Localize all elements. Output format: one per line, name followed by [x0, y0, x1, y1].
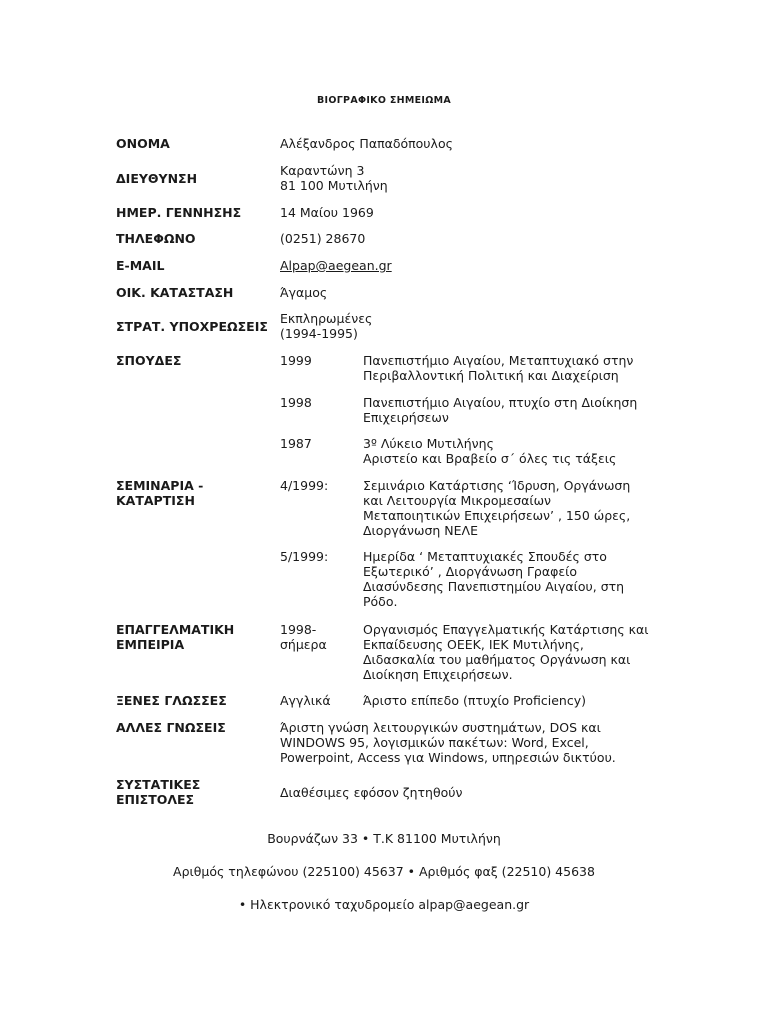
seminar-line: Εξωτερικό’ , Διοργάνωση Γραφείο	[363, 564, 577, 579]
seminar-line: Σεμινάριο Κατάρτισης ‘Ίδρυση, Οργάνωση	[363, 478, 631, 493]
study-year: 1999	[280, 353, 312, 368]
languages-label: ΞΕΝΕΣ ΓΛΩΣΣΕΣ	[116, 693, 227, 708]
document-title: ΒΙΟΓΡΑΦΙΚΟ ΣΗΜΕΙΩΜΑ	[316, 95, 452, 106]
seminar-date: 5/1999:	[280, 549, 329, 564]
experience-period-1: 1998-	[280, 622, 317, 637]
study-line: Αριστείο και Βραβείο σ΄ όλες τις τάξεις	[363, 451, 617, 466]
references-label-1: ΣΥΣΤΑΤΙΚΕΣ	[116, 777, 201, 792]
birth-label: ΗΜΕΡ. ΓΕΝΝΗΣΗΣ	[116, 205, 242, 220]
other-skills-line: WINDOWS 95, λογισμικών πακέτων: Word, Excel,	[280, 735, 589, 750]
seminar-line: Διοργάνωση ΝΕΛΕ	[363, 523, 478, 538]
references-label-2: ΕΠΙΣΤΟΛΕΣ	[116, 792, 195, 807]
study-line: Περιβαλλοντική Πολιτική και Διαχείριση	[363, 368, 619, 383]
experience-label-1: ΕΠΑΓΓΕΛΜΑΤΙΚΗ	[116, 622, 235, 637]
seminars-label-2: ΚΑΤΑΡΤΙΣΗ	[116, 493, 195, 508]
experience-label-2: ΕΜΠΕΙΡΙΑ	[116, 637, 185, 652]
language-name: Αγγλικά	[280, 693, 331, 708]
experience-line: Εκπαίδευσης ΟΕΕΚ, ΙΕΚ Μυτιλήνης,	[363, 637, 584, 652]
marital-label: ΟΙΚ. ΚΑΤΑΣΤΑΣΗ	[116, 285, 234, 300]
references-value: Διαθέσιμες εφόσον ζητηθούν	[280, 785, 463, 800]
marital-value: Άγαμος	[280, 285, 328, 300]
study-year: 1998	[280, 395, 312, 410]
language-level: Άριστο επίπεδο (πτυχίο Proficiency)	[363, 693, 586, 708]
seminar-line: Διασύνδεσης Πανεπιστημίου Αιγαίου, στη	[363, 579, 625, 594]
seminar-line: και Λειτουργία Μικρομεσαίων	[363, 493, 552, 508]
experience-line: Διδασκαλία του μαθήματος Οργάνωση και	[363, 652, 631, 667]
experience-line: Οργανισμός Επαγγελματικής Κατάρτισης και	[363, 622, 649, 637]
study-year: 1987	[280, 436, 312, 451]
footer-email: • Ηλεκτρονικό ταχυδρομείο alpap@aegean.gr	[238, 897, 530, 912]
study-line: Πανεπιστήμιο Αιγαίου, πτυχίο στη Διοίκηση	[363, 395, 638, 410]
address-line-1: Καραντώνη 3	[280, 163, 365, 178]
other-skills-line: Powerpoint, Access για Windows, υπηρεσιών δικτύου.	[280, 750, 616, 765]
birth-value: 14 Μαίου 1969	[280, 205, 374, 220]
name-value: Αλέξανδρος Παπαδόπουλος	[280, 136, 453, 151]
military-line-1: Εκπληρωμένες	[280, 311, 373, 326]
seminars-label-1: ΣΕΜΙΝΑΡΙΑ -	[116, 478, 204, 493]
email-label: E-MAIL	[116, 258, 165, 273]
seminar-line: Μεταποιητικών Επιχειρήσεων’ , 150 ώρες,	[363, 508, 631, 523]
footer-address: Βουρνάζων 33 • Τ.Κ 81100 Μυτιλήνη	[267, 831, 501, 846]
study-line: Πανεπιστήμιο Αιγαίου, Μεταπτυχιακό στην	[363, 353, 634, 368]
other-skills-label: ΑΛΛΕΣ ΓΝΩΣΕΙΣ	[116, 720, 226, 735]
phone-label: ΤΗΛΕΦΩΝΟ	[116, 231, 196, 246]
address-label: ΔΙΕΥΘΥΝΣΗ	[116, 171, 198, 186]
seminar-date: 4/1999:	[280, 478, 329, 493]
other-skills-line: Άριστη γνώση λειτουργικών συστημάτων, DOS και	[280, 720, 601, 735]
email-link[interactable]: Alpap@aegean.gr	[280, 258, 392, 273]
seminar-line: Ρόδο.	[363, 594, 398, 609]
name-label: ΟΝΟΜΑ	[116, 136, 170, 151]
study-line: 3º Λύκειο Μυτιλήνης	[363, 436, 494, 451]
seminar-line: Ημερίδα ‘ Μεταπτυχιακές Σπουδές στο	[363, 549, 607, 564]
experience-period-2: σήμερα	[280, 637, 327, 652]
military-line-2: (1994-1995)	[280, 326, 358, 341]
address-line-2: 81 100 Μυτιλήνη	[280, 178, 388, 193]
phone-value: (0251) 28670	[280, 231, 366, 246]
footer-phone-fax: Αριθμός τηλεφώνου (225100) 45637 • Αριθμός φαξ (22510) 45638	[173, 864, 595, 879]
studies-label: ΣΠΟΥΔΕΣ	[116, 353, 182, 368]
experience-line: Διοίκηση Επιχειρήσεων.	[363, 667, 513, 682]
study-line: Επιχειρήσεων	[363, 410, 449, 425]
military-label: ΣΤΡΑΤ. ΥΠΟΧΡΕΩΣΕΙΣ	[116, 319, 268, 334]
